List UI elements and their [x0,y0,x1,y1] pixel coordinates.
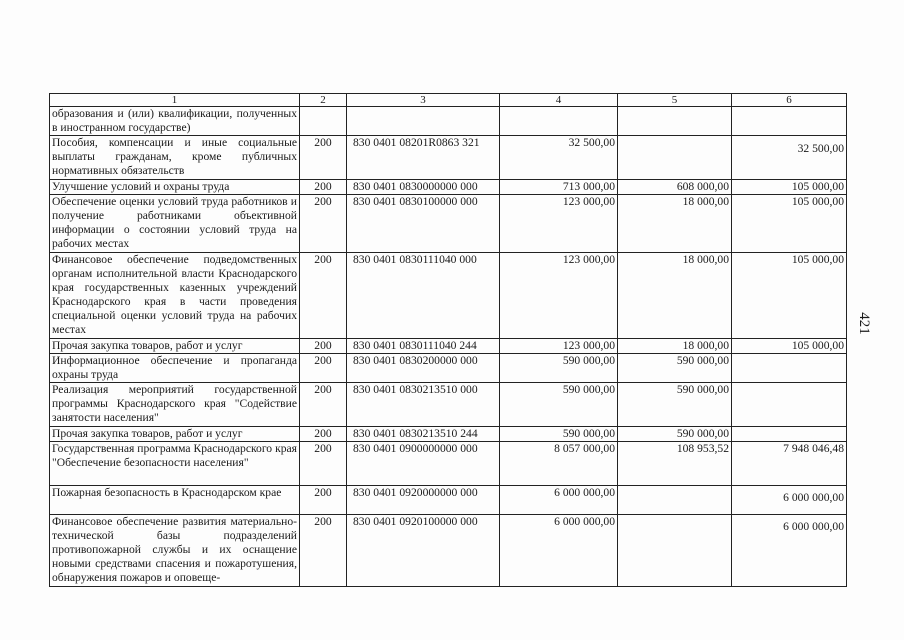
header-row [50,94,847,107]
row-value-6: 105 000,00 [732,195,847,253]
row-col2: 200 [300,354,347,383]
table-row [50,253,847,339]
row-code: 830 0401 0830111040 000 [347,253,500,339]
row-code: 830 0401 08201R0863 321 [347,136,500,180]
row-value-4: 590 000,00 [500,427,618,442]
row-value-4 [500,107,618,136]
row-value-5: 608 000,00 [618,180,732,195]
row-code: 830 0401 0830000000 000 [347,180,500,195]
row-name: Прочая закупка товаров, работ и услуг [50,427,300,442]
table-row [50,442,847,486]
row-code: 830 0401 0830100000 000 [347,195,500,253]
row-value-4: 590 000,00 [500,383,618,427]
row-value-5: 590 000,00 [618,354,732,383]
row-col2: 200 [300,180,347,195]
row-value-6: 6 000 000,00 [732,486,847,515]
row-col2: 200 [300,136,347,180]
table-row [50,195,847,253]
table-row [50,107,847,136]
row-name: Реализация мероприятий государственной программы Краснодарского края "Содействие занятости населения" [50,383,300,427]
row-code: 830 0401 0900000000 000 [347,442,500,486]
table-row [50,486,847,515]
row-value-6: 7 948 046,48 [732,442,847,486]
row-value-6 [732,107,847,136]
row-code [347,107,500,136]
row-code: 830 0401 0830111040 244 [347,339,500,354]
row-value-6: 32 500,00 [732,136,847,180]
row-name: Финансовое обеспечение подведомственных органам исполнительной власти Краснодарского края государственных казенных учреждений Краснодарского края в части проведения специальной оценки условий труда на рабочих местах [50,253,300,339]
row-value-5: 18 000,00 [618,339,732,354]
row-value-6: 105 000,00 [732,339,847,354]
row-name: образования и (или) квалификации, полученных в иностранном государстве) [50,107,300,136]
row-value-6 [732,383,847,427]
row-value-4: 123 000,00 [500,253,618,339]
row-col2: 200 [300,442,347,486]
budget-table-sheet [49,93,846,587]
table-row [50,427,847,442]
row-value-4: 6 000 000,00 [500,515,618,587]
row-code: 830 0401 0920000000 000 [347,486,500,515]
column-header-5: 5 [618,94,732,107]
row-name: Улучшение условий и охраны труда [50,180,300,195]
row-value-4: 123 000,00 [500,339,618,354]
row-value-6: 105 000,00 [732,253,847,339]
row-col2: 200 [300,427,347,442]
row-code: 830 0401 0830200000 000 [347,354,500,383]
row-value-5 [618,107,732,136]
row-value-6: 105 000,00 [732,180,847,195]
row-value-5 [618,486,732,515]
row-code: 830 0401 0830213510 244 [347,427,500,442]
row-name: Прочая закупка товаров, работ и услуг [50,339,300,354]
column-header-3: 3 [347,94,500,107]
row-col2: 200 [300,486,347,515]
table-row [50,354,847,383]
row-value-5: 108 953,52 [618,442,732,486]
row-value-5: 590 000,00 [618,383,732,427]
row-col2 [300,107,347,136]
table-row [50,180,847,195]
row-value-6 [732,427,847,442]
row-col2: 200 [300,515,347,587]
row-value-4: 32 500,00 [500,136,618,180]
row-value-4: 590 000,00 [500,354,618,383]
column-header-1: 1 [50,94,300,107]
budget-table [49,93,847,587]
row-col2: 200 [300,383,347,427]
row-value-4: 6 000 000,00 [500,486,618,515]
column-header-6: 6 [732,94,847,107]
row-code: 830 0401 0830213510 000 [347,383,500,427]
row-name: Финансовое обеспечение развития материально-технической базы подразделений противопожарной службы и их оснащение новыми средствами спасения и пожаротушения, обнаружения пожаров и оповеще- [50,515,300,587]
row-col2: 200 [300,339,347,354]
column-header-4: 4 [500,94,618,107]
row-col2: 200 [300,195,347,253]
column-header-2: 2 [300,94,347,107]
page-number: 421 [855,312,872,335]
table-row [50,383,847,427]
row-code: 830 0401 0920100000 000 [347,515,500,587]
row-value-5: 590 000,00 [618,427,732,442]
row-value-4: 713 000,00 [500,180,618,195]
row-value-5: 18 000,00 [618,195,732,253]
row-name: Пособия, компенсации и иные социальные выплаты гражданам, кроме публичных нормативных обязательств [50,136,300,180]
row-value-6: 6 000 000,00 [732,515,847,587]
row-value-5 [618,136,732,180]
row-value-6 [732,354,847,383]
table-row [50,339,847,354]
table-row [50,136,847,180]
row-name: Обеспечение оценки условий труда работников и получение работниками объективной информации о состоянии условий труда на рабочих местах [50,195,300,253]
row-name: Пожарная безопасность в Краснодарском крае [50,486,300,515]
row-name: Государственная программа Краснодарского края "Обеспечение безопасности населения" [50,442,300,486]
row-value-5 [618,515,732,587]
row-col2: 200 [300,253,347,339]
row-value-5: 18 000,00 [618,253,732,339]
row-name: Информационное обеспечение и пропаганда охраны труда [50,354,300,383]
row-value-4: 123 000,00 [500,195,618,253]
table-row [50,515,847,587]
row-value-4: 8 057 000,00 [500,442,618,486]
